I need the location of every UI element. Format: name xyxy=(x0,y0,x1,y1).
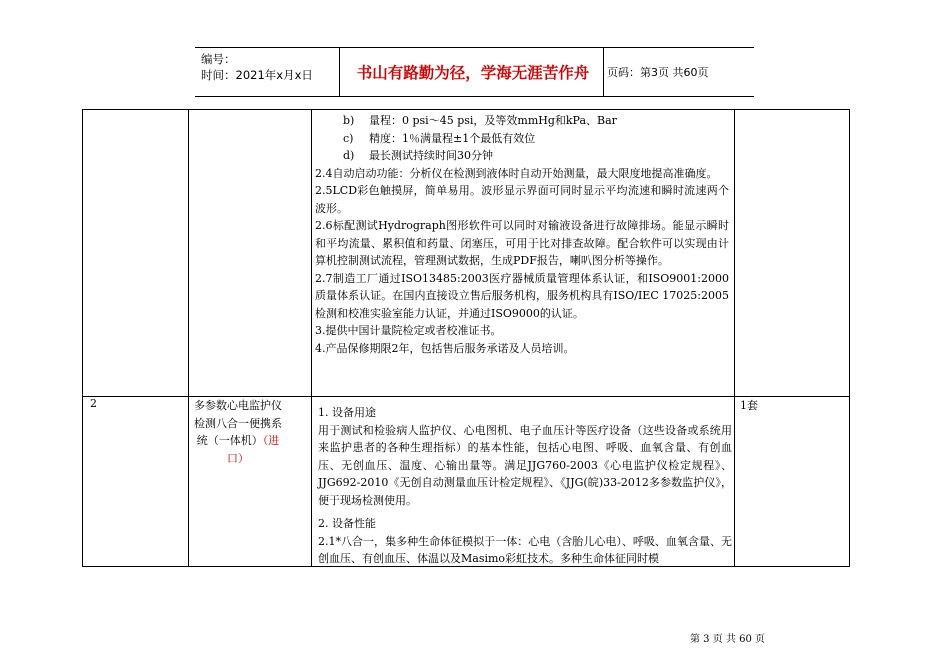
spec-item-b xyxy=(315,112,729,130)
row1-spec-text xyxy=(315,112,729,357)
header-code: 编号： xyxy=(201,52,236,66)
section-1-text: 用于测试和检验病人监护仪、心电图机、电子血压计等医疗设备（这些设备或系统用来监护患者的各种生理指标）的基本性能，包括心电图、呼吸、血氧含量、有创血压、无创血压、温度、心输出量等。满足JJG760-2003《心电监护仪检定规程》、JJG692-2010《无创自动测量血压计检定规程》、《JJG(皖)33-2012多参数监护仪》，便于现场检测使用。 xyxy=(318,423,732,507)
para-2-4: 2.4自动启动功能：分析仪在检测到液体时自动开始测量，最大限度地提高准确度。 xyxy=(315,166,718,180)
section-1-title: 1. 设备用途 xyxy=(318,406,376,419)
row2-quantity: 1套 xyxy=(740,399,758,412)
header-page-info: 页码：第3页 共60页 xyxy=(607,66,709,79)
header-divider xyxy=(339,47,340,97)
para-3: 3.提供中国计量院检定或者校准证书。 xyxy=(315,324,502,337)
table-rule xyxy=(734,109,735,567)
header-motto: 书山有路勤为径，学海无涯苦作舟 xyxy=(356,63,590,82)
para-4: 4.产品保修期限2年，包括售后服务承诺及人员培训。 xyxy=(315,341,575,355)
spec-value: 量程：0 psi～45 psi，及等效mmHg和kPa、Bar xyxy=(369,114,617,127)
spec-value: 最长测试持续时间30分钟 xyxy=(369,149,493,162)
spec-key: c) xyxy=(343,131,354,145)
page-footer: 第 3 页 共 60 页 xyxy=(690,634,765,645)
table-rule xyxy=(188,109,189,567)
spec-item-d xyxy=(315,147,729,165)
spec-key: d) xyxy=(343,149,355,162)
para-2-6: 2.6标配测试Hydrograph图形软件可以同时对输液设备进行故障排场。能显示瞬时和平均流量、累积值和药量、闭塞压，可用于比对排查故障。配合软件可以实现由计算机控制测试流程，管理测试数据，生成PDF报告，喇叭图分析等操作。 xyxy=(315,219,729,267)
para-2-5: 2.5LCD彩色触摸屏，简单易用。波形显示界面可同时显示平均流速和瞬时流速两个波形。 xyxy=(315,184,729,215)
import-tag: （进口） xyxy=(227,434,280,465)
row2-spec-text xyxy=(318,404,732,568)
row2-item-name xyxy=(192,397,284,467)
spec-key: b) xyxy=(343,114,355,127)
row2-number: 2 xyxy=(90,397,97,410)
header-time: 时间：2021年x月x日 xyxy=(201,68,313,82)
table-rule xyxy=(82,109,83,567)
header-divider xyxy=(603,47,604,97)
table-rule xyxy=(849,109,850,567)
section-2-title: 2. 设备性能 xyxy=(318,517,376,530)
section-2-text: 2.1*八合一，集多种生命体征模拟于一体：心电（含胎儿心电）、呼吸、血氧含量、无创血压、有创血压、体温以及Masimo彩虹技术。多种生命体征同时模 xyxy=(318,534,732,565)
item-name-text: 多参数心电监护仪检测八合一便携系统（一体机） xyxy=(194,399,282,447)
para-2-7: 2.7制造工厂通过ISO13485:2003医疗器械质量管理体系认证，和ISO9001:2000质量体系认证。在国内直接设立售后服务机构，服务机构具有ISO/IEC 17025:2005检测和校准实验室能力认证，并通过ISO9000的认证。 xyxy=(315,271,729,320)
page-header xyxy=(195,47,754,97)
spec-value: 精度：1％满量程±1个最低有效位 xyxy=(369,131,536,145)
header-meta xyxy=(201,51,313,83)
spec-item-c xyxy=(315,130,729,148)
table-rule xyxy=(311,109,312,567)
